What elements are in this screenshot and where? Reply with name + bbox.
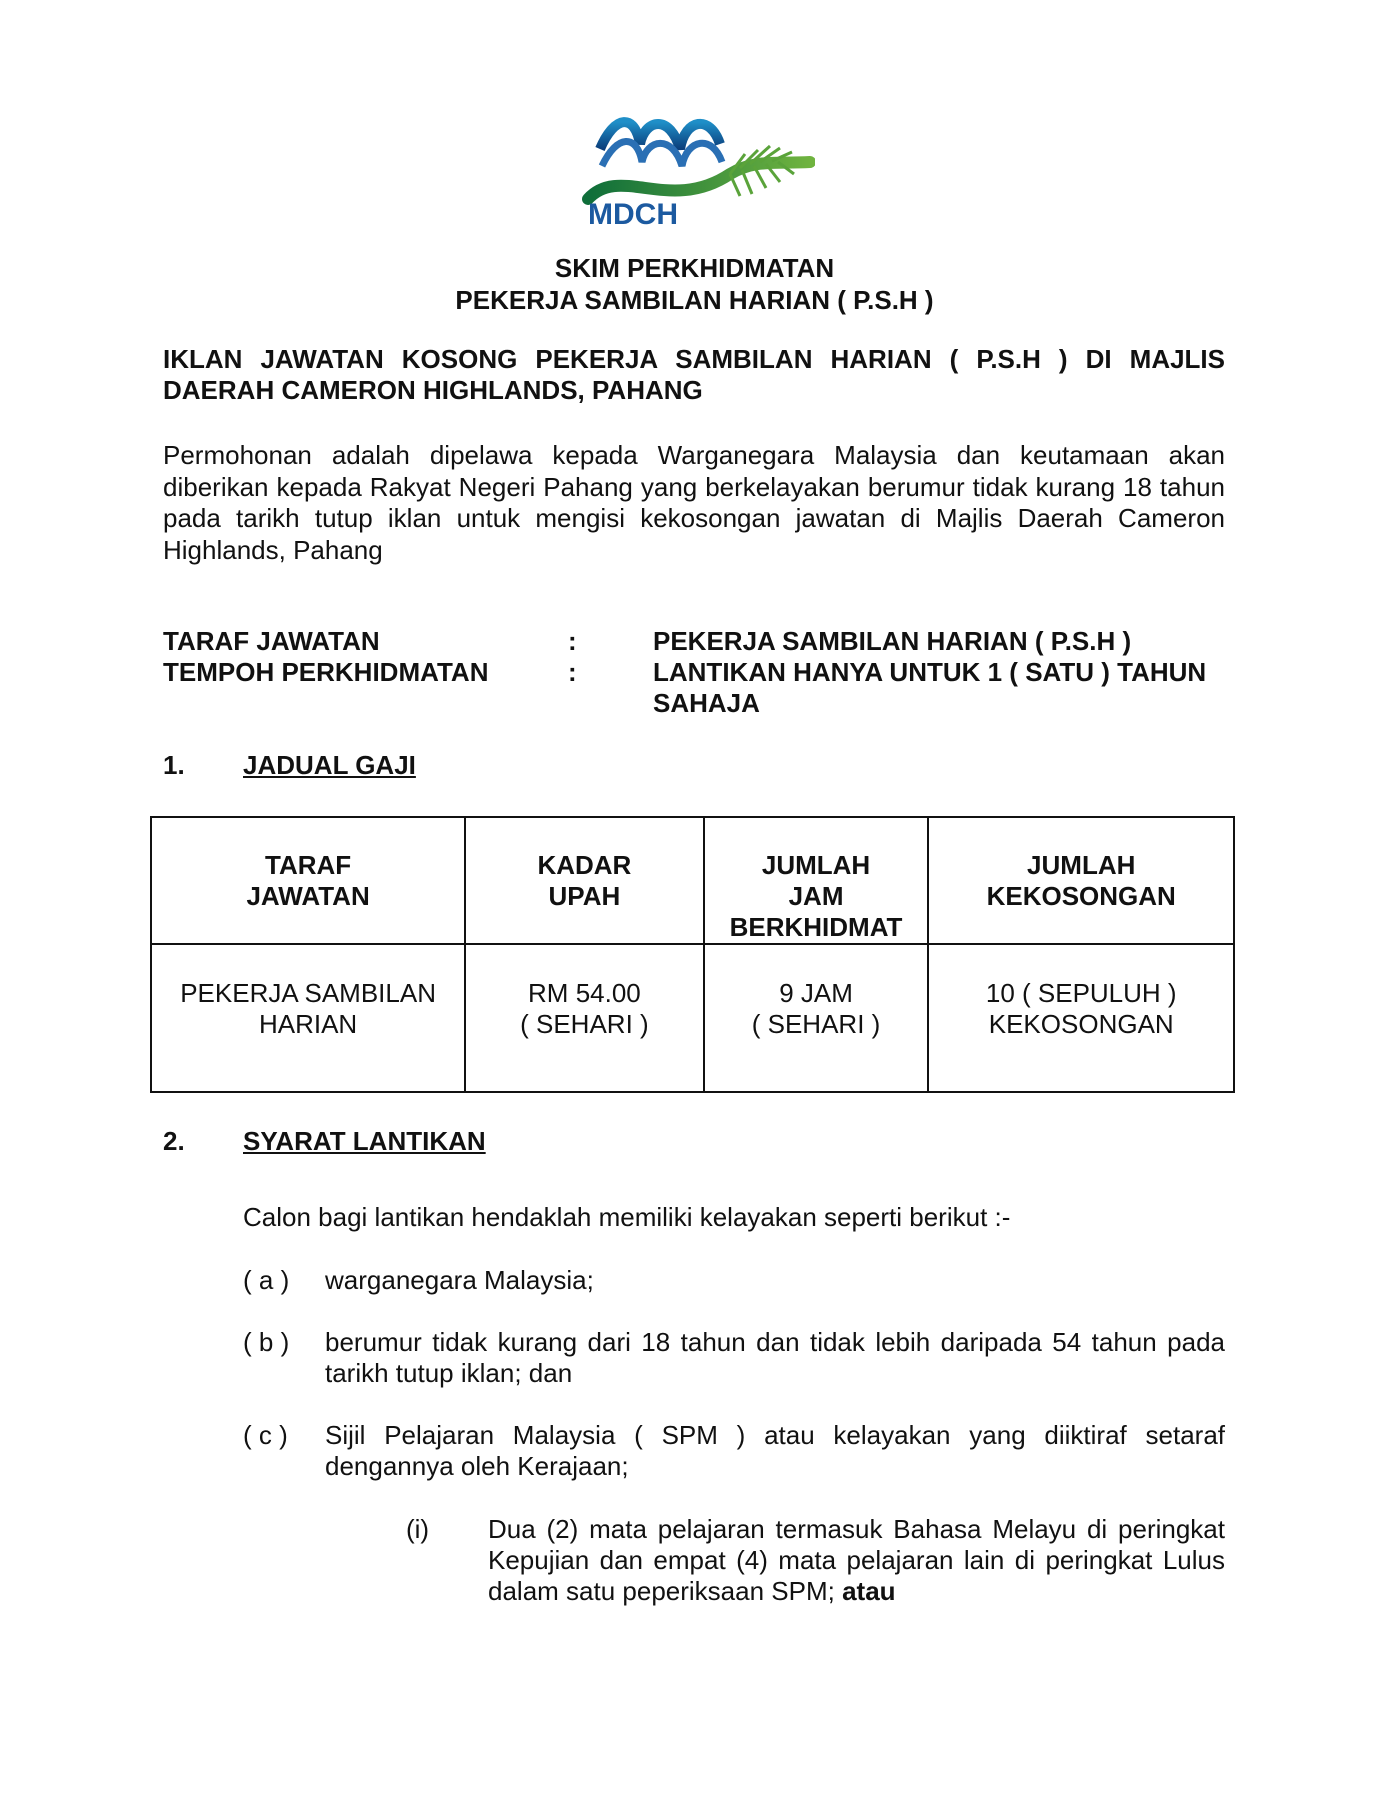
info-label: TEMPOH PERKHIDMATAN	[163, 657, 489, 687]
table-header-row	[151, 817, 1234, 944]
list-marker: ( b )	[243, 1327, 290, 1357]
info-value: PEKERJA SAMBILAN HARIAN ( P.S.H )	[653, 626, 1132, 656]
salary-table	[150, 816, 1235, 1093]
table-row	[151, 944, 1234, 1092]
header-jumlah-jam: JUMLAH JAM BERKHIDMAT	[704, 817, 929, 944]
header-jumlah-kekosongan: JUMLAH KEKOSONGAN	[928, 817, 1234, 944]
section-title: JADUAL GAJI	[243, 750, 416, 780]
intro-paragraph: Permohonan adalah dipelawa kepada Warganegara Malaysia dan keutamaan akan diberikan kepada Rakyat Negeri Pahang yang berkelayakan berumur tidak kurang 18 tahun pada tarikh tutup iklan untuk mengisi kekosongan jawatan di Majlis Daerah Cameron Highlands, Pahang	[163, 440, 1225, 565]
section-number: 2.	[163, 1126, 185, 1156]
list-marker: ( a )	[243, 1265, 290, 1295]
emphasis-text: atau	[842, 1576, 896, 1606]
advert-heading: IKLAN JAWATAN KOSONG PEKERJA SAMBILAN HARIAN ( P.S.H ) DI MAJLIS DAERAH CAMERON HIGHLANDS, PAHANG	[163, 344, 1225, 405]
document-title	[0, 252, 1389, 316]
list-text: Sijil Pelajaran Malaysia ( SPM ) atau kelayakan yang diiktiraf setaraf dengannya oleh Kerajaan;	[325, 1420, 1225, 1481]
header-taraf-jawatan: TARAF JAWATAN	[151, 817, 465, 944]
cell-jumlah-kekosongan: 10 ( SEPULUH ) KEKOSONGAN	[928, 944, 1234, 1092]
cell-taraf-jawatan: PEKERJA SAMBILAN HARIAN	[151, 944, 465, 1092]
list-marker: (i)	[406, 1514, 430, 1544]
title-line-1: SKIM PERKHIDMATAN	[554, 253, 835, 283]
info-value: LANTIKAN HANYA UNTUK 1 ( SATU ) TAHUN SAHAJA	[653, 657, 1207, 718]
cell-jumlah-jam: 9 JAM ( SEHARI )	[704, 944, 929, 1092]
info-colon: :	[568, 657, 577, 687]
list-text: Dua (2) mata pelajaran termasuk Bahasa Melayu di peringkat Kepujian dan empat (4) mata pelajaran lain di peringkat Lulus dalam satu peperiksaan SPM; atau	[488, 1514, 1225, 1606]
cell-kadar-upah: RM 54.00 ( SEHARI )	[465, 944, 703, 1092]
svg-text:MDCH: MDCH	[588, 198, 678, 229]
section-title: SYARAT LANTIKAN	[243, 1126, 486, 1156]
header-kadar-upah: KADAR UPAH	[465, 817, 703, 944]
list-text: berumur tidak kurang dari 18 tahun dan tidak lebih daripada 54 tahun pada tarikh tutup iklan; dan	[325, 1327, 1225, 1388]
list-text: warganegara Malaysia;	[325, 1265, 594, 1295]
info-label: TARAF JAWATAN	[163, 626, 380, 656]
mdch-logo-icon	[580, 104, 815, 229]
list-marker: ( c )	[243, 1420, 288, 1450]
title-line-2: PEKERJA SAMBILAN HARIAN ( P.S.H )	[455, 285, 934, 315]
requirements-intro: Calon bagi lantikan hendaklah memiliki kelayakan seperti berikut :-	[243, 1202, 1011, 1232]
info-colon: :	[568, 626, 577, 656]
section-number: 1.	[163, 750, 185, 780]
